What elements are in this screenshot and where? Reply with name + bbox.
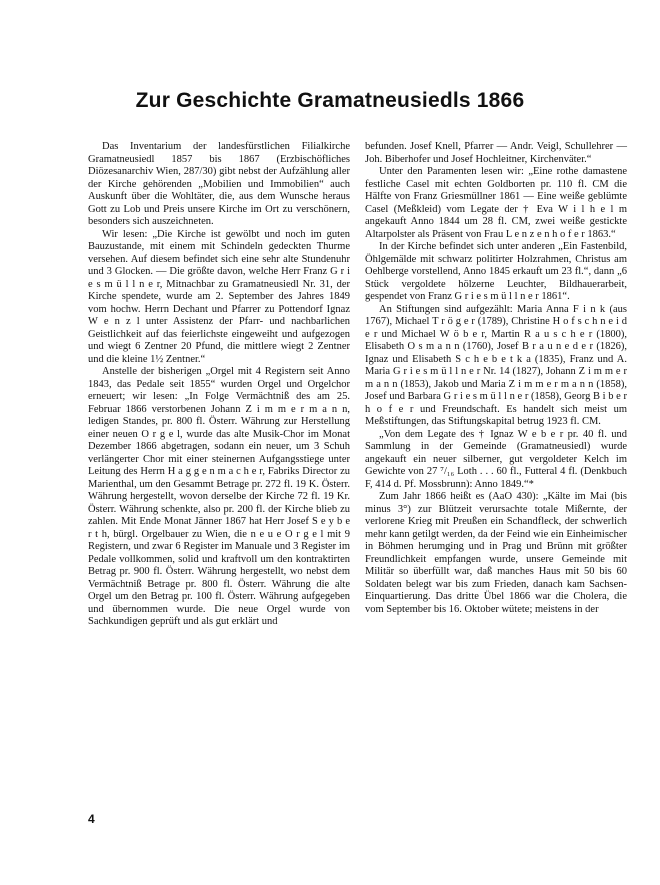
paragraph: In der Kirche befindet sich unter anderen „Ein Fastenbild, Öhlgemälde mit schwarz politirter Holzrahmen, Christus am Oehlberge vorstellend, Anno 1845 erkauft um 23 fl.“, dann „6 Stück vergoldete hölzerne Leuchter, Bildhauerarbeit, gespendet von Franz G r i e s m ü l l n e r 1861“. — [365, 241, 627, 302]
page-number: 4 — [88, 812, 95, 826]
page-title: Zur Geschichte Gramatneusiedls 1866 — [135, 89, 525, 112]
paragraph: Das Inventarium der landesfürstlichen Filialkirche Gramatneusiedl 1857 bis 1867 (Erzbischöfliches Diözesanarchiv Wien, 287/30) gibt nebst der Aufzählung aller der Kirche gehörenden „Mobilien und Immobilien“ auch Auskunft über die Wohltäter, die, aus dem Wunsche heraus Gott zu Lob und Preis unsere Kirche im Ort zu verschönern, besonders sich auszeichneten. — [88, 141, 350, 227]
paragraph: Wir lesen: „Die Kirche ist gewölbt und noch im guten Bauzustande, mit einem mit Schindeln gedeckten Thurme versehen. Auf diesem befindet sich eine sehr alte Stundenuhr und 3 Glocken. — Die größte davon, welche Herr Franz G r i e s m ü l l n e r, Mitnachbar zu Gramatneusiedl Nr. 31, der Kirche spendete, wurde am 2. September des Jahres 1849 vom hochw. Herrn Dechant und Pfarrer zu Pottendorf Ignaz W e n z l unter Assistenz der Pfarr- und nachbarlichen Geistlichkeit auf das feierlichste eingeweiht und aufgezogen und wiegt 6 Zentner 20 Pfund, die mittlere wiegt 2 Zentner und die kleine 1½ Zentner.“ — [88, 228, 350, 365]
paragraph: Unter den Paramenten lesen wir: „Eine rothe damastene festliche Casel mit echten Goldborten pr. 110 fl. CM die Hälfte von Franz Griesmüllner 1861 — Eine weiße geblümte Casel (Meßkleid) vom Legate der † Eva W i l h e l m angekauft Anno 1844 um 28 fl. CM, zwei weiße gestickte Altarpolster als Präsent von Frau L e n z e n h o f e r 1863.“ — [365, 166, 627, 240]
text-column-left — [88, 141, 350, 629]
text-column-right — [365, 141, 627, 616]
paragraph: An Stiftungen sind aufgezählt: Maria Anna F i n k (aus 1767), Michael T r ö g e r (1789), Christine H o f s c h n e i d e r und Michael W ö b e r, Martin R a u s c h e r (1800), Elisabeth O s m a n n (1760), Josef B r a u n e d e r (1826), Ignaz und Elisabeth S c h e b e t k a (1835), Franz und A. Maria G r i e s m ü l l n e r Nr. 14 (1827), Johann Z i m m e r m a n n (1853), Jakob und Maria Z i m m e r m a n n (1858), Josef und Barbara G r i e s m ü l l n e r (1858), Georg B i b e r h o f e r und Freundschaft. Es handelt sich meist um Meßstiftungen, das Stiftungskapital betrug 1923 fl. CM. — [365, 303, 627, 427]
paragraph: befunden. Josef Knell, Pfarrer — Andr. Veigl, Schullehrer — Joh. Biberhofer und Josef Hochleitner, Kirchenväter.“ — [365, 141, 627, 165]
paragraph: Anstelle der bisherigen „Orgel mit 4 Registern seit Anno 1843, das Pedale seit 1855“ wurden Orgel und Orgelchor erneuert; wir lesen: „In Folge Vermächtniß des am 25. Februar 1866 verstorbenen Johann Z i m m e r m a n n, ledigen Standes, pr. 800 fl. Österr. Währung zur Herstellung einer neuen O r g e l, wurde das alte Musik-Chor im Monat Dezember 1866 abgetragen, sodann ein neuer, um 3 Schuh verlängerter Chor mit einer steinernen Aufgangsstiege unter Leitung des Herrn H a g g e n m a c h e r, Fabriks Director zu Marienthal, um den Gesammt Betrage pr. 272 fl. 19 K. Österr. Währung hergestellt, wovon derselbe der Kirche 72 fl. 19 Kr. Österr. Währung schenkte, also pr. 200 fl. der Kirche blieb zu zahlen. Mit Ende Monat Jänner 1867 hat Herr Josef S e y b e r t h, bürgl. Orgelbauer zu Wien, die n e u e O r g e l mit 9 Registern, und zwar 6 Register im Manuale und 3 Register im Pedale vollkommen, solid und kraftvoll um den kontraktirten Betrag pr. 900 fl. Österr. Währung hergestellt, wo nebst dem Vermächtniß Betrage pr. 800 fl. Österr. Währung die alte Orgel um den Betrag pr. 100 fl. Österr. Währung aufgegeben und übernommen wurde. Die neue Orgel wurde von Sachkundigen geprüft und als gut erklärt und — [88, 366, 350, 627]
paragraph: „Von dem Legate des † Ignaz W e b e r pr. 40 fl. und Sammlung in der Gemeinde (Gramatneusiedl) wurde angekauft ein neuer silberner, gut vergoldeter Kelch im Gewichte von 27 ⁷/₁₆ Loth . . . 60 fl., Futteral 4 fl. (Denkbuch F, 414 d. Pf. Mossbrunn): Anno 1849.“* — [365, 428, 627, 490]
paragraph: Zum Jahr 1866 heißt es (AaO 430): „Kälte im Mai (bis minus 3°) zur Blützeit verursachte totale Mißernte, der verlorene Krieg mit Preußen ein Schandfleck, der schwerlich mehr kann getilgt werden, da der Feind wie ein Einheimischer in Böhmen herumging und in Prag und Brünn mit größter Freundlichkeit empfangen wurde, unsere Gemeinde mit Militär so überfüllt war, daß manches Haus mit 50 bis 60 Soldaten belegt war bis zum Frieden, danach kam Sachsen-Einquartierung. Das dritte Übel 1866 war die Cholera, die vom September bis 16. Oktober wütete; meistens in der — [365, 491, 627, 615]
